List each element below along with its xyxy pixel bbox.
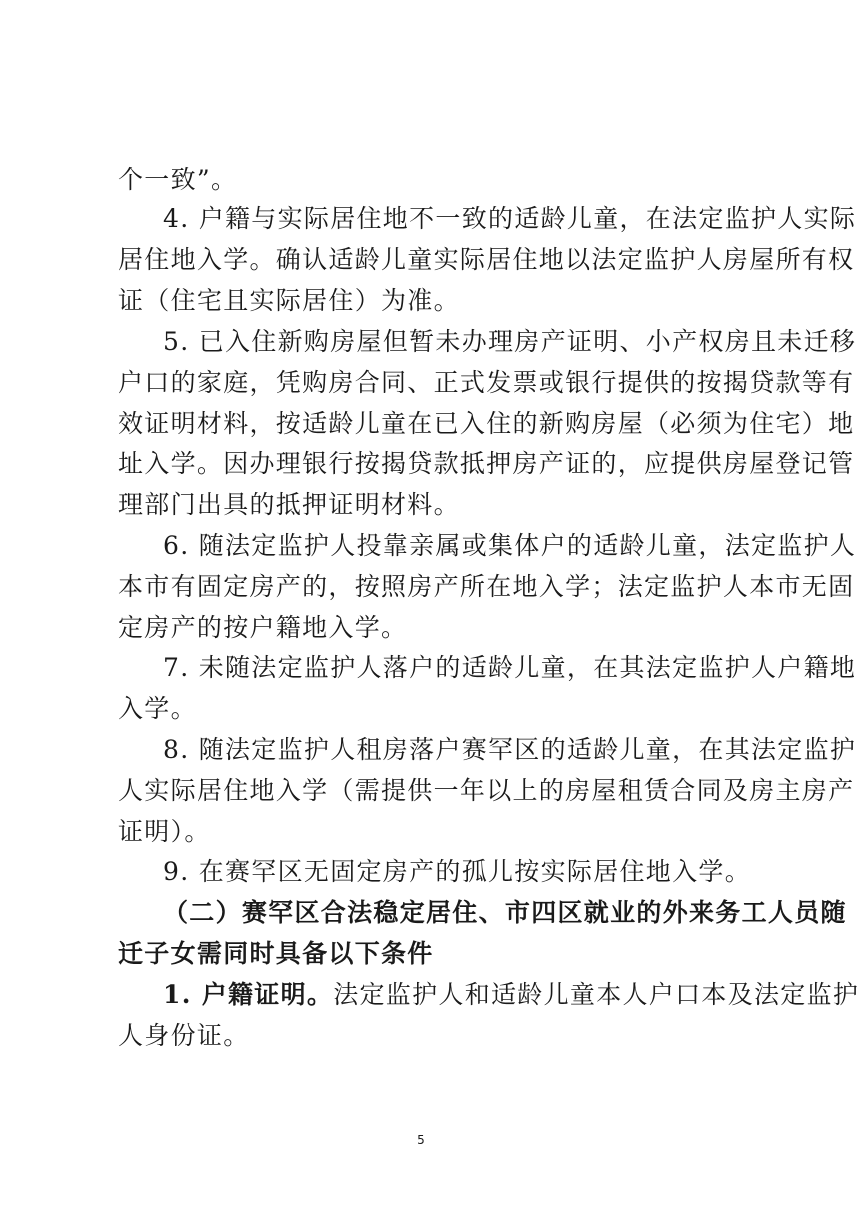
list-item-4-line: 4. 户籍与实际居住地不一致的适龄儿童，在法定监护人实际 [163,204,857,233]
paragraph-line: 理部门出具的抵押证明材料。 [118,490,460,519]
paragraph-line: 户口的家庭，凭购房合同、正式发票或银行提供的按揭贷款等有 [118,368,855,397]
paragraph-line: 证（住宅且实际居住）为准。 [118,286,460,315]
paragraph-line: 入学。 [118,694,197,723]
section-heading-line: 迁子女需同时具备以下条件 [118,939,434,968]
paragraph-line: 效证明材料，按适龄儿童在已入住的新购房屋（必须为住宅）地 [118,409,855,438]
paragraph-line: 居住地入学。确认适龄儿童实际居住地以法定监护人房屋所有权 [118,245,855,274]
paragraph-line: 本市有固定房产的，按照房产所在地入学；法定监护人本市无固 [118,572,855,601]
section-heading-line: （二）赛罕区合法稳定居住、市四区就业的外来务工人员随 [163,898,847,927]
requirement-title: 1. 户籍证明。 [163,980,334,1009]
list-item-7-line: 7. 未随法定监护人落户的适龄儿童，在其法定监护人户籍地 [163,653,857,682]
requirement-line [163,980,860,1009]
paragraph-line: 人身份证。 [118,1021,250,1050]
requirement-text: 法定监护人和适龄儿童本人户口本及法定监护 [333,980,860,1009]
paragraph-line: 个一致”。 [118,165,238,194]
list-item-5-line: 5. 已入住新购房屋但暂未办理房产证明、小产权房且未迁移 [163,327,857,356]
paragraph-line: 址入学。因办理银行按揭贷款抵押房产证的，应提供房屋登记管 [118,449,855,478]
list-item-9-line: 9. 在赛罕区无固定房产的孤儿按实际居住地入学。 [163,857,752,886]
paragraph-line: 证明）。 [118,817,211,846]
paragraph-line: 定房产的按户籍地入学。 [118,613,408,642]
list-item-8-line: 8. 随法定监护人租房落户赛罕区的适龄儿童，在其法定监护 [163,735,857,764]
paragraph-line: 人实际居住地入学（需提供一年以上的房屋租赁合同及房主房产 [118,776,855,805]
page-number: 5 [417,1133,425,1147]
list-item-6-line: 6. 随法定监护人投靠亲属或集体户的适龄儿童，法定监护人 [163,531,857,560]
